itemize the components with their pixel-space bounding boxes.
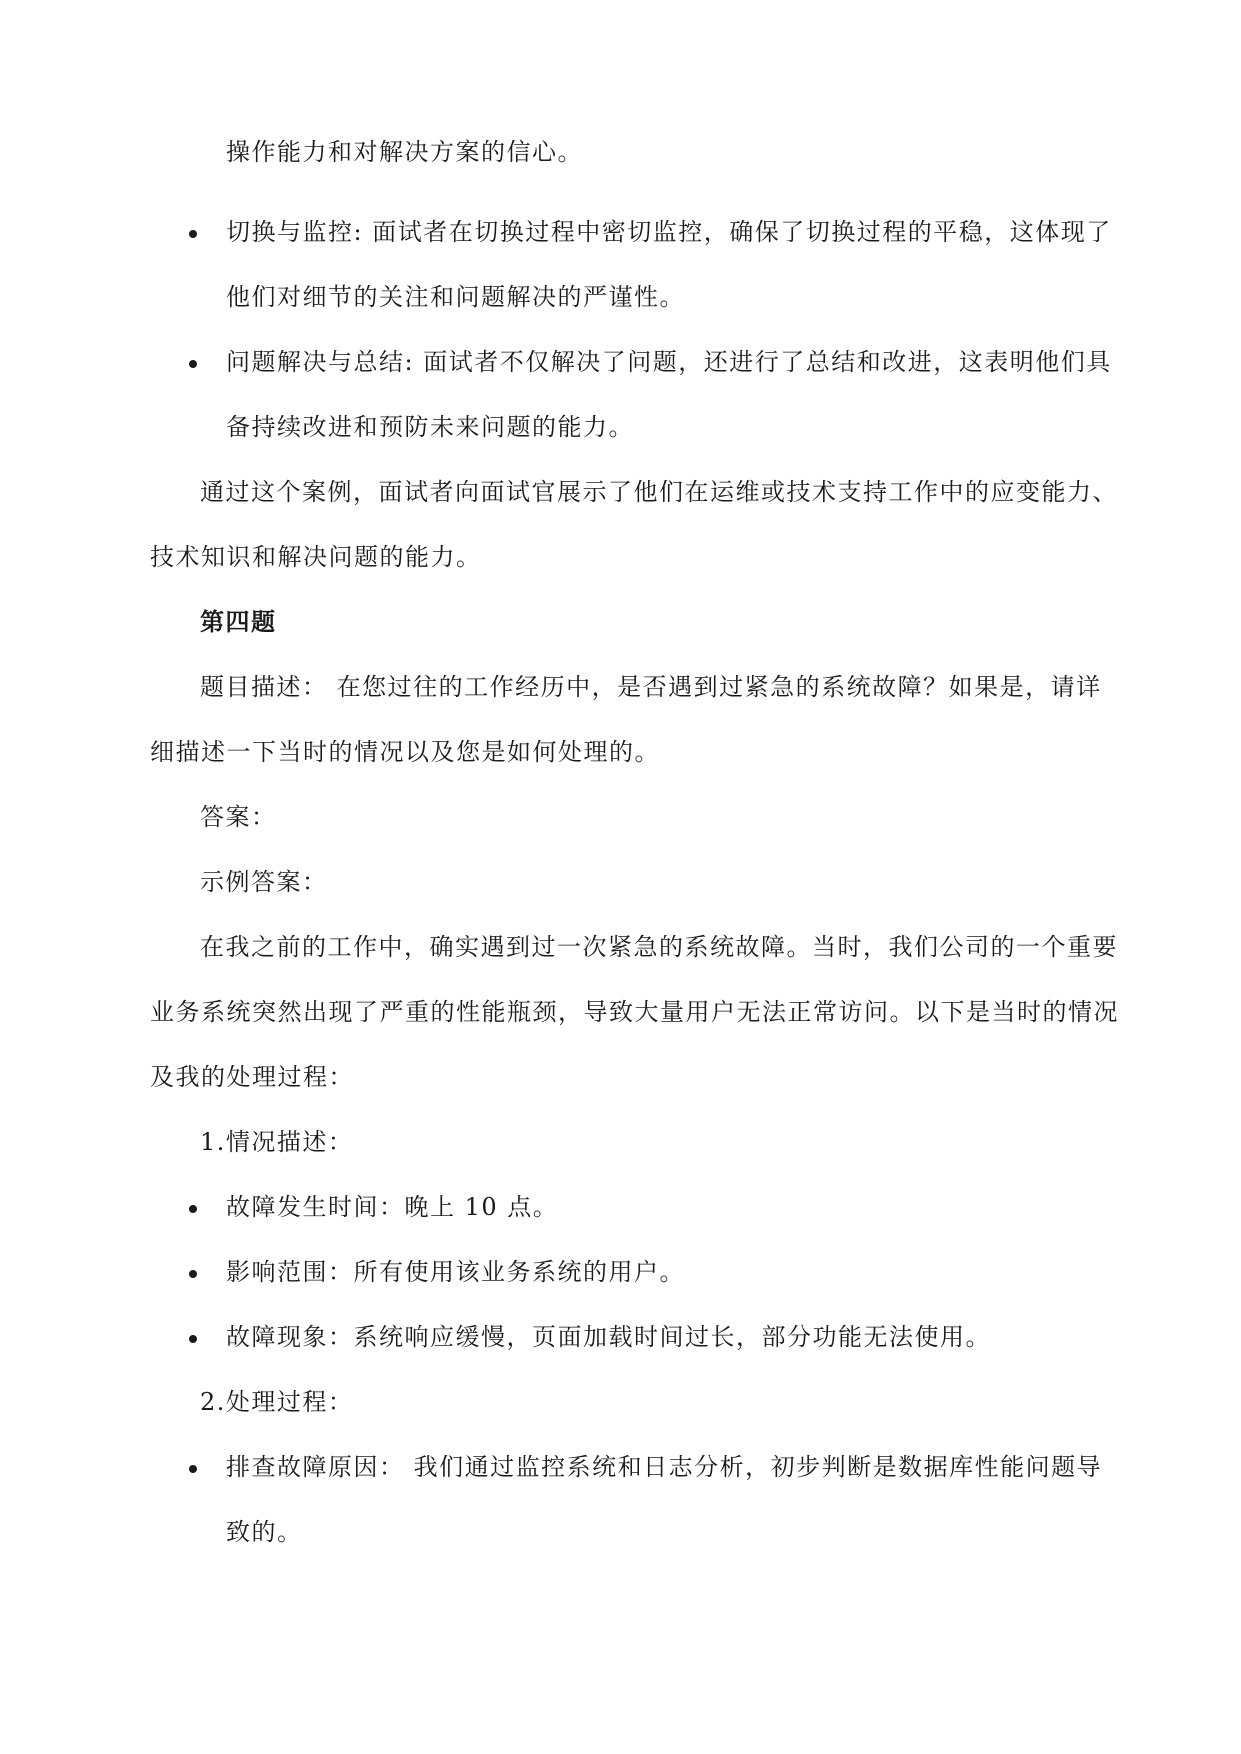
bullet-dot [189, 1270, 197, 1278]
list-item: 故障发生时间：晚上 10 点。 [226, 1193, 559, 1221]
bullet-dot [189, 1465, 197, 1473]
bullet-dot [189, 230, 197, 238]
bullet-dot [189, 1335, 197, 1343]
intro-line: 在我之前的工作中，确实遇到过一次紧急的系统故障。当时，我们公司的一个重要 [200, 933, 1118, 961]
summary-line: 通过这个案例，面试者向面试官展示了他们在运维或技术支持工作中的应变能力、 [200, 478, 1118, 506]
list-item: 排查故障原因： 我们通过监控系统和日志分析，初步判断是数据库性能问题导 [226, 1453, 1103, 1481]
continuation-line: 操作能力和对解决方案的信心。 [226, 138, 583, 166]
intro-line: 业务系统突然出现了严重的性能瓶颈，导致大量用户无法正常访问。以下是当时的情况 [150, 998, 1119, 1026]
question-desc-line: 细描述一下当时的情况以及您是如何处理的。 [150, 738, 660, 766]
bullet-dot [189, 1205, 197, 1213]
question-desc-line: 题目描述： 在您过往的工作经历中，是否遇到过紧急的系统故障？如果是，请详 [200, 673, 1102, 701]
bullet-text-line: 他们对细节的关注和问题解决的严谨性。 [226, 283, 685, 311]
section-title: 2.处理过程： [200, 1388, 354, 1416]
list-item: 致的。 [226, 1518, 303, 1546]
answer-label: 答案： [200, 803, 277, 831]
bullet-text-line: 问题解决与总结: 面试者不仅解决了问题，还进行了总结和改进，这表明他们具 [226, 348, 1112, 376]
bullet-dot [189, 360, 197, 368]
example-answer-label: 示例答案： [200, 868, 328, 896]
section-title: 1.情况描述： [200, 1128, 354, 1156]
summary-line: 技术知识和解决问题的能力。 [150, 543, 482, 571]
question-title: 第四题 [200, 607, 277, 636]
list-item: 故障现象：系统响应缓慢，页面加载时间过长，部分功能无法使用。 [226, 1323, 991, 1351]
intro-line: 及我的处理过程： [150, 1063, 354, 1091]
bullet-text-line: 切换与监控: 面试者在切换过程中密切监控，确保了切换过程的平稳，这体现了 [226, 218, 1112, 246]
list-item: 影响范围：所有使用该业务系统的用户。 [226, 1258, 685, 1286]
bullet-text-line: 备持续改进和预防未来问题的能力。 [226, 413, 634, 441]
